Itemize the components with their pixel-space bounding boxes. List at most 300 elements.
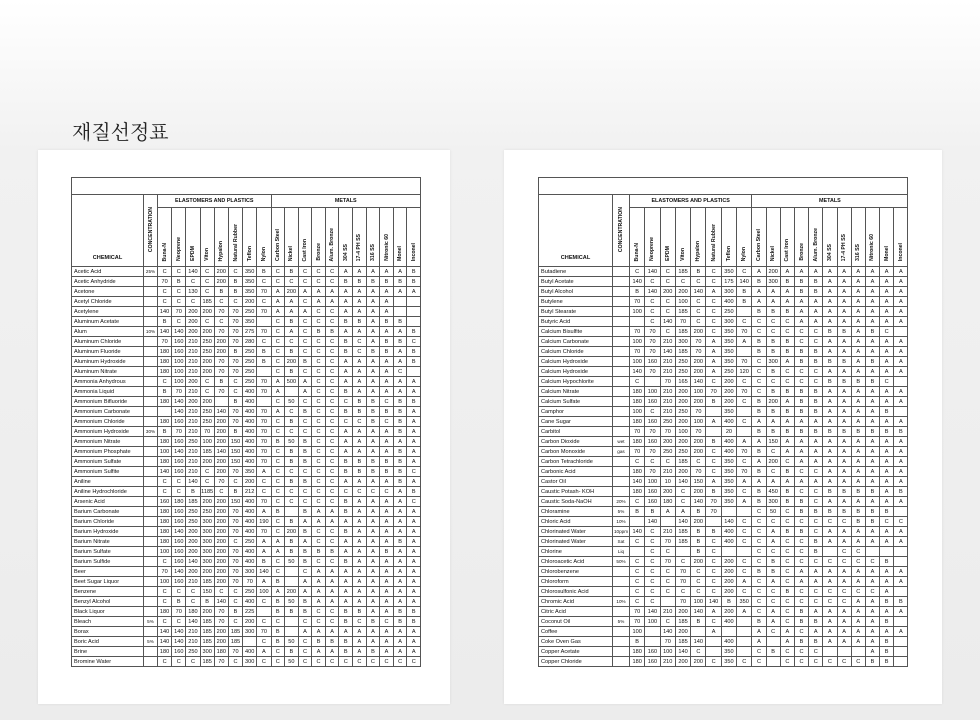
rating-cell: A (823, 407, 837, 417)
rating-cell: B (312, 327, 326, 337)
rating-cell (257, 607, 271, 617)
rating-cell: 200 (214, 527, 228, 537)
rating-cell: A (880, 397, 894, 407)
concentration-cell: 5% (613, 507, 630, 517)
table-row (539, 277, 908, 287)
rating-cell: 350 (721, 347, 736, 357)
rating-cell: 70 (691, 467, 706, 477)
table-row (72, 577, 421, 587)
rating-cell: 100 (630, 307, 645, 317)
concentration-cell (144, 337, 158, 347)
rating-cell: A (865, 447, 879, 457)
rating-cell: 300 (200, 547, 214, 557)
rating-cell: B (393, 417, 407, 427)
rating-cell (706, 647, 721, 657)
rating-cell: B (865, 327, 879, 337)
rating-cell: A (865, 597, 879, 607)
rating-cell: B (393, 447, 407, 457)
rating-cell: A (366, 517, 380, 527)
rating-cell: B (880, 637, 894, 647)
rating-cell: 200 (660, 487, 675, 497)
rating-cell: 200 (214, 457, 228, 467)
table-row (72, 567, 421, 577)
rating-cell: C (271, 567, 285, 577)
rating-cell: B (823, 377, 837, 387)
rating-cell: C (353, 617, 367, 627)
concentration-cell: wet (613, 437, 630, 447)
rating-cell: C (660, 307, 675, 317)
rating-cell: C (794, 647, 808, 657)
rating-cell: 250 (200, 407, 214, 417)
table-row (539, 557, 908, 567)
concentration-cell (613, 587, 630, 597)
rating-cell: A (837, 447, 851, 457)
rating-cell: 70 (660, 377, 675, 387)
rating-cell: A (339, 307, 353, 317)
rating-cell: C (794, 367, 808, 377)
rating-cell: B (809, 347, 823, 357)
rating-cell: C (645, 557, 660, 567)
table-row (72, 287, 421, 297)
rating-cell: 350 (243, 277, 257, 287)
rating-cell: B (339, 317, 353, 327)
rating-cell: C (271, 657, 285, 667)
rating-cell: C (706, 557, 721, 567)
rating-cell: A (851, 297, 865, 307)
chemical-name: Coke Oven Gas (539, 637, 613, 647)
rating-cell: A (880, 307, 894, 317)
material-column-header: Inconel (407, 208, 421, 267)
rating-cell: A (823, 567, 837, 577)
rating-cell: B (851, 517, 865, 527)
rating-cell: C (752, 537, 766, 547)
chemical-name: Calcium Carbonate (539, 337, 613, 347)
rating-cell (737, 617, 752, 627)
rating-cell: B (766, 337, 780, 347)
rating-cell: A (393, 577, 407, 587)
rating-cell: A (809, 317, 823, 327)
rating-cell: A (353, 517, 367, 527)
rating-cell: A (894, 627, 908, 637)
rating-cell (721, 507, 736, 517)
material-column-header: 304 SS (339, 208, 353, 267)
rating-cell: C (298, 427, 312, 437)
rating-cell: A (823, 297, 837, 307)
concentration-cell (613, 607, 630, 617)
rating-cell: C (752, 357, 766, 367)
rating-cell: C (706, 297, 721, 307)
rating-cell: 210 (660, 527, 675, 537)
rating-cell: C (257, 297, 271, 307)
rating-cell: A (298, 287, 312, 297)
concentration-cell (144, 397, 158, 407)
material-column-header: Viton (675, 208, 690, 267)
rating-cell: 100 (158, 547, 172, 557)
rating-cell: A (894, 437, 908, 447)
rating-cell: 180 (630, 467, 645, 477)
table-row (72, 587, 421, 597)
rating-cell: A (752, 417, 766, 427)
rating-cell (894, 407, 908, 417)
rating-cell: B (780, 587, 794, 597)
rating-cell: 70 (158, 277, 172, 287)
table-row (72, 487, 421, 497)
rating-cell: B (630, 507, 645, 517)
rating-cell: C (780, 657, 794, 667)
rating-cell: 200 (721, 387, 736, 397)
metals-group-header: METALS (752, 195, 908, 208)
rating-cell: C (752, 527, 766, 537)
chart-sheet-right (504, 150, 942, 704)
rating-cell: 212 (243, 487, 257, 497)
rating-cell: C (660, 327, 675, 337)
rating-cell: A (752, 627, 766, 637)
rating-cell: A (312, 507, 326, 517)
rating-cell: B (752, 427, 766, 437)
rating-cell: 400 (243, 507, 257, 517)
chemical-name: Caustic Potash- KOH (539, 487, 613, 497)
rating-cell: C (325, 427, 339, 437)
rating-cell: 185 (675, 347, 690, 357)
rating-cell: A (794, 437, 808, 447)
table-row (539, 347, 908, 357)
rating-cell (851, 647, 865, 657)
rating-cell: 70 (228, 307, 242, 317)
rating-cell: 140 (186, 477, 200, 487)
concentration-cell (144, 607, 158, 617)
rating-cell: 140 (172, 527, 186, 537)
rating-cell: C (312, 277, 326, 287)
concentration-cell: gas (613, 447, 630, 457)
material-column-header: Hypalon (214, 208, 228, 267)
material-column-header: Monel (393, 208, 407, 267)
chemical-name: Ammonium Nitrate (72, 437, 144, 447)
rating-cell: A (312, 627, 326, 637)
rating-cell: A (865, 297, 879, 307)
rating-cell: B (865, 507, 879, 517)
rating-cell: B (271, 577, 285, 587)
rating-cell: A (823, 387, 837, 397)
rating-cell: 160 (172, 647, 186, 657)
rating-cell: 70 (675, 577, 690, 587)
rating-cell: C (158, 557, 172, 567)
rating-cell: B (706, 437, 721, 447)
rating-cell: C (271, 487, 285, 497)
rating-cell: A (823, 447, 837, 457)
table-row (72, 657, 421, 667)
rating-cell: B (766, 567, 780, 577)
rating-cell: A (823, 417, 837, 427)
rating-cell: C (228, 297, 242, 307)
rating-cell: 70 (630, 327, 645, 337)
rating-cell: C (271, 347, 285, 357)
rating-cell: 185 (675, 307, 690, 317)
rating-cell: B (752, 397, 766, 407)
rating-cell: 200 (186, 547, 200, 557)
rating-cell: A (325, 627, 339, 637)
rating-cell: 250 (675, 447, 690, 457)
rating-cell: C (737, 527, 752, 537)
rating-cell: C (353, 487, 367, 497)
rating-cell: 140 (645, 607, 660, 617)
rating-cell: 250 (243, 377, 257, 387)
rating-cell: A (880, 587, 894, 597)
rating-cell: A (407, 527, 421, 537)
concentration-cell: 5% (144, 617, 158, 627)
rating-cell: 200 (243, 617, 257, 627)
rating-cell: 130 (186, 287, 200, 297)
concentration-cell (144, 457, 158, 467)
chemical-name: Acetylene (72, 307, 144, 317)
table-row (539, 317, 908, 327)
rating-cell: C (809, 517, 823, 527)
table-row (539, 617, 908, 627)
rating-cell: 350 (737, 597, 752, 607)
rating-cell: A (865, 407, 879, 417)
rating-cell: C (706, 277, 721, 287)
rating-cell: C (271, 617, 285, 627)
table-row (72, 277, 421, 287)
rating-cell: 150 (691, 477, 706, 487)
rating-cell: C (325, 347, 339, 357)
rating-cell: B (780, 497, 794, 507)
concentration-cell (613, 327, 630, 337)
rating-cell: 175 (721, 277, 736, 287)
chemical-name: Carbon Tetrachloride (539, 457, 613, 467)
rating-cell: B (393, 317, 407, 327)
rating-cell: 400 (243, 457, 257, 467)
rating-cell: C (837, 557, 851, 567)
rating-cell: C (752, 657, 766, 667)
rating-cell: B (172, 277, 186, 287)
rating-cell: B (691, 617, 706, 627)
rating-cell: B (809, 637, 823, 647)
rating-cell: 140 (691, 377, 706, 387)
rating-cell: A (880, 627, 894, 637)
rating-cell: 300 (766, 277, 780, 287)
rating-cell: C (737, 517, 752, 527)
rating-cell: C (312, 607, 326, 617)
rating-cell: B (285, 267, 299, 277)
rating-cell: C (780, 457, 794, 467)
rating-cell: C (325, 417, 339, 427)
rating-cell: C (645, 567, 660, 577)
rating-cell: A (865, 307, 879, 317)
rating-cell: C (752, 647, 766, 657)
rating-cell: B (366, 277, 380, 287)
chemical-name: Ammonium Phosphate (72, 447, 144, 457)
rating-cell: C (837, 597, 851, 607)
rating-cell: B (766, 407, 780, 417)
rating-cell: A (737, 607, 752, 617)
rating-cell: A (393, 647, 407, 657)
rating-cell: C (752, 517, 766, 527)
rating-cell (706, 637, 721, 647)
rating-cell: 185 (200, 637, 214, 647)
rating-cell: B (766, 647, 780, 657)
rating-cell: 350 (721, 267, 736, 277)
rating-cell: A (366, 607, 380, 617)
rating-cell (737, 507, 752, 517)
rating-cell: C (325, 467, 339, 477)
rating-cell: C (837, 587, 851, 597)
rating-cell: A (851, 577, 865, 587)
rating-cell: 70 (228, 317, 242, 327)
rating-cell: 70 (214, 477, 228, 487)
rating-cell: C (780, 517, 794, 527)
rating-cell: A (837, 277, 851, 287)
rating-cell: C (200, 267, 214, 277)
rating-cell: C (298, 337, 312, 347)
concentration-cell (144, 597, 158, 607)
rating-cell: B (285, 517, 299, 527)
rating-cell: C (837, 547, 851, 557)
rating-cell: A (851, 357, 865, 367)
rating-cell: 200 (243, 477, 257, 487)
rating-cell: 200 (285, 587, 299, 597)
rating-cell: 70 (228, 417, 242, 427)
rating-cell: 70 (691, 347, 706, 357)
rating-cell: A (780, 417, 794, 427)
rating-cell: 200 (721, 377, 736, 387)
rating-cell: 140 (186, 617, 200, 627)
rating-cell: B (339, 407, 353, 417)
material-column-header: 316 SS (366, 208, 380, 267)
rating-cell: 300 (200, 647, 214, 657)
rating-cell: A (339, 287, 353, 297)
rating-cell: 100 (691, 597, 706, 607)
rating-cell: B (366, 457, 380, 467)
rating-cell: C (752, 387, 766, 397)
rating-cell: C (366, 487, 380, 497)
rating-cell: A (706, 627, 721, 637)
rating-cell: C (794, 547, 808, 557)
rating-cell: B (880, 407, 894, 417)
rating-cell: A (823, 337, 837, 347)
table-row (539, 417, 908, 427)
chemical-name: Calcium Hydroxide (539, 367, 613, 377)
rating-cell: C (312, 347, 326, 357)
rating-cell: B (158, 427, 172, 437)
rating-cell: C (809, 467, 823, 477)
concentration-cell: 30% (144, 427, 158, 437)
rating-cell: 200 (186, 397, 200, 407)
rating-cell: C (228, 477, 242, 487)
rating-cell: C (158, 377, 172, 387)
rating-cell: B (298, 527, 312, 537)
chemical-name: Aluminum Chloride (72, 337, 144, 347)
rating-cell: A (393, 527, 407, 537)
rating-cell: C (298, 367, 312, 377)
chemical-name: Acetyl Chloride (72, 297, 144, 307)
rating-cell: A (407, 647, 421, 657)
rating-cell: 200 (214, 437, 228, 447)
rating-cell: C (325, 377, 339, 387)
rating-cell: A (339, 447, 353, 457)
rating-cell: C (737, 487, 752, 497)
rating-cell: 280 (243, 337, 257, 347)
rating-cell (823, 647, 837, 657)
rating-cell: A (780, 357, 794, 367)
table-row (539, 507, 908, 517)
table-row (539, 407, 908, 417)
rating-cell: 70 (228, 577, 242, 587)
rating-cell: C (172, 657, 186, 667)
rating-cell: 250 (660, 447, 675, 457)
rating-cell: A (339, 517, 353, 527)
rating-cell: C (393, 657, 407, 667)
rating-cell: A (353, 377, 367, 387)
table-row (72, 357, 421, 367)
rating-cell: A (823, 277, 837, 287)
rating-cell: C (257, 337, 271, 347)
rating-cell: 70 (214, 307, 228, 317)
rating-cell: A (271, 297, 285, 307)
rating-cell: 140 (691, 287, 706, 297)
rating-cell: A (393, 597, 407, 607)
table-row (539, 367, 908, 377)
rating-cell: B (794, 637, 808, 647)
rating-cell: B (809, 287, 823, 297)
rating-cell: C (285, 497, 299, 507)
rating-cell: 180 (214, 647, 228, 657)
rating-cell: 250 (186, 507, 200, 517)
rating-cell: A (298, 587, 312, 597)
rating-cell: A (766, 577, 780, 587)
material-column-header: Neoprene (172, 208, 186, 267)
rating-cell: A (851, 467, 865, 477)
rating-cell: A (271, 307, 285, 317)
rating-cell: 180 (158, 527, 172, 537)
rating-cell: A (339, 367, 353, 377)
rating-cell: 210 (186, 627, 200, 637)
rating-cell: A (809, 297, 823, 307)
rating-cell: A (380, 327, 394, 337)
rating-cell: A (339, 567, 353, 577)
rating-cell: C (380, 487, 394, 497)
rating-cell: C (380, 397, 394, 407)
rating-cell (214, 397, 228, 407)
rating-cell: B (285, 537, 299, 547)
rating-cell: C (809, 367, 823, 377)
rating-cell: 180 (158, 647, 172, 657)
rating-cell: A (407, 287, 421, 297)
rating-cell: 140 (158, 627, 172, 637)
rating-cell: B (880, 427, 894, 437)
rating-cell: A (271, 387, 285, 397)
rating-cell: A (851, 397, 865, 407)
rating-cell: 250 (721, 367, 736, 377)
rating-cell: B (285, 317, 299, 327)
rating-cell: 50 (285, 637, 299, 647)
rating-cell: C (325, 367, 339, 377)
concentration-cell (613, 627, 630, 637)
rating-cell: B (837, 377, 851, 387)
rating-cell: A (794, 267, 808, 277)
rating-cell: C (752, 377, 766, 387)
rating-cell: 140 (172, 397, 186, 407)
rating-cell: A (706, 357, 721, 367)
rating-cell (158, 407, 172, 417)
rating-cell: 180 (158, 537, 172, 547)
rating-cell: B (158, 317, 172, 327)
concentration-cell (144, 557, 158, 567)
table-row (539, 467, 908, 477)
table-row (72, 377, 421, 387)
rating-cell: 50 (285, 657, 299, 667)
rating-cell: A (380, 367, 394, 377)
concentration-cell (613, 347, 630, 357)
